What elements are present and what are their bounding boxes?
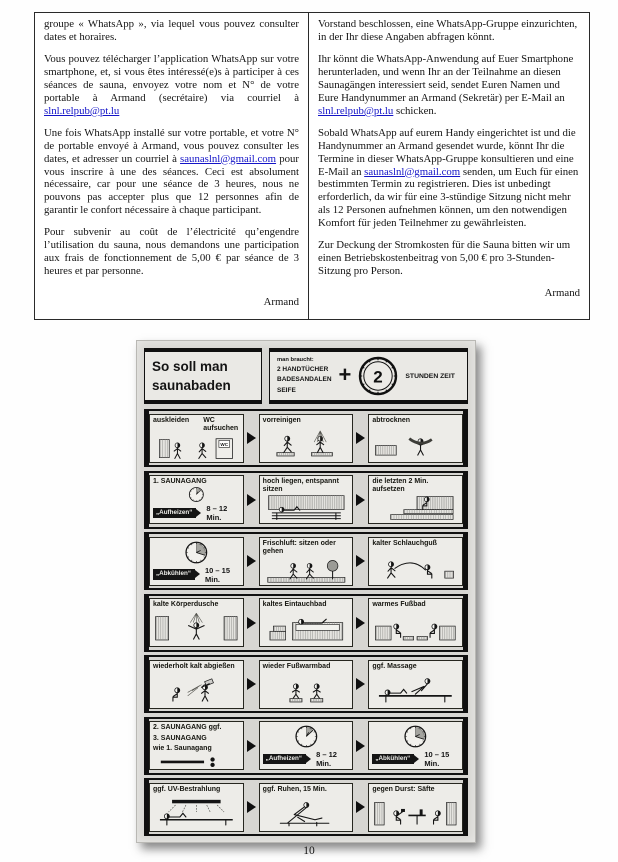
poster-panel bbox=[259, 414, 354, 463]
arrow-right-icon bbox=[356, 494, 365, 506]
poster-row bbox=[144, 717, 468, 775]
clock-illustration bbox=[372, 724, 459, 749]
page-number: 10 bbox=[303, 845, 315, 857]
signature: Armand bbox=[263, 296, 299, 309]
panel-label: ggf. Massage bbox=[372, 662, 417, 670]
email-link[interactable]: saunaslnl@gmail.com bbox=[364, 165, 461, 178]
panel-separator bbox=[244, 719, 259, 773]
email-link[interactable]: slnl.relpub@pt.lu bbox=[318, 104, 394, 117]
duration-label: 10 – 15 Min. bbox=[204, 565, 231, 584]
arrow-right-icon bbox=[247, 432, 256, 444]
poster-panel bbox=[368, 537, 463, 586]
panel-label: hoch liegen, entspannt sitzen bbox=[262, 478, 339, 494]
bodyshower-illustration bbox=[153, 609, 240, 645]
french-column bbox=[35, 13, 308, 319]
panel-separator bbox=[353, 534, 368, 588]
clock-illustration bbox=[263, 724, 350, 749]
poster-row bbox=[144, 778, 468, 836]
supplies-time-label: STUNDEN ZEIT bbox=[405, 372, 455, 380]
row-edge-bar bbox=[463, 534, 468, 588]
panel-illustration bbox=[372, 794, 459, 830]
poster-row bbox=[144, 594, 468, 652]
panel-illustration bbox=[372, 671, 459, 707]
poster-panel bbox=[259, 475, 354, 524]
clock-number: 2 bbox=[373, 367, 384, 387]
panel-label: wie 1. Saunagang bbox=[153, 745, 212, 753]
panel-illustration bbox=[263, 609, 350, 645]
row-edge-bar bbox=[463, 719, 468, 773]
panel-label: Frischluft: sitzen oder gehen bbox=[262, 539, 336, 555]
drink-illustration bbox=[372, 794, 459, 830]
panel-illustration bbox=[372, 494, 459, 522]
email-link[interactable]: slnl.relpub@pt.lu bbox=[44, 104, 120, 117]
arrow-right-icon bbox=[356, 740, 365, 752]
arrow-right-icon bbox=[247, 801, 256, 813]
footbath2-illustration bbox=[263, 671, 350, 707]
paragraph bbox=[44, 18, 299, 44]
panel-labels bbox=[372, 663, 459, 671]
panel-labels bbox=[153, 417, 240, 433]
poster-panel bbox=[368, 475, 463, 524]
panel-illustration bbox=[153, 486, 240, 503]
panel-label: 3. SAUNAGANG bbox=[153, 734, 207, 742]
panel-labels bbox=[372, 601, 459, 609]
poster-panel bbox=[149, 475, 244, 524]
text-segment: Ihr könnt die WhatsApp-Anwendung auf Euer Smartphone herunterladen, und wenn Ihr an der Teilnahme an diesen Saunagängen interessiert seid, sendet Euren Namen und Eure Handynummer an Armand (Sekretär) per E-Mail an bbox=[318, 52, 574, 104]
row-edge-bar bbox=[463, 596, 468, 650]
panel-label: wieder Fußwarmbad bbox=[262, 662, 331, 670]
poster-panel bbox=[149, 598, 244, 647]
situp-illustration bbox=[372, 494, 459, 522]
massage-illustration bbox=[372, 671, 459, 707]
panel-label: kalte Körperdusche bbox=[153, 601, 219, 608]
clock-icon bbox=[358, 356, 398, 396]
duration-label: 8 – 12 Min. bbox=[206, 504, 228, 522]
poster-panel bbox=[259, 598, 354, 647]
poster-panel bbox=[368, 721, 463, 770]
text-segment: Une fois WhatsApp installé sur votre portable, et votre N° de portable envoyé à Armand, vous pouvez consulter les dates, et adresser un courriel à bbox=[44, 126, 299, 165]
poster-row bbox=[144, 409, 468, 467]
poster-panel bbox=[259, 783, 354, 832]
panel-label: warmes Fußbad bbox=[372, 601, 426, 608]
panel-label: abtrocknen bbox=[372, 416, 411, 424]
panel-illustration bbox=[372, 724, 459, 749]
poster-row bbox=[144, 471, 468, 529]
panel-label: vorreinigen bbox=[262, 416, 301, 424]
poster-panel bbox=[149, 660, 244, 709]
panel-labels bbox=[153, 786, 240, 794]
poster-title bbox=[144, 348, 262, 404]
pour-illustration bbox=[153, 671, 240, 707]
panel-separator bbox=[244, 596, 259, 650]
arrow-right-icon bbox=[247, 740, 256, 752]
notice-columns bbox=[34, 12, 590, 320]
lying-illustration bbox=[263, 494, 350, 522]
panel-labels bbox=[153, 724, 240, 756]
flag-label: „Abkühlen“ bbox=[153, 569, 195, 579]
undress-illustration bbox=[153, 433, 240, 461]
panel-labels bbox=[372, 540, 459, 548]
text-segment: senden, um Euch für einen bestimmten Termin zu registrieren. Dies ist unbedingt erforderlich, da wir für eine 3-stündige Sitzung nicht mehr als 12 Personen aufnehmen können, um den notwendigen Komfort für jeden Teilnehmer zu gewährleisten. bbox=[318, 165, 579, 230]
towel-illustration bbox=[372, 425, 459, 461]
panel-separator bbox=[353, 473, 368, 527]
panel-label: gegen Durst: Säfte bbox=[372, 785, 435, 793]
poster-panel bbox=[368, 414, 463, 463]
paragraph bbox=[44, 53, 299, 118]
panel-labels bbox=[263, 601, 350, 609]
poster-panel bbox=[149, 783, 244, 832]
panel-separator bbox=[244, 473, 259, 527]
panel-separator bbox=[244, 657, 259, 711]
poster-supplies bbox=[269, 348, 468, 404]
supplies-item: 2 HANDTÜCHER bbox=[277, 366, 329, 374]
paragraph bbox=[318, 127, 580, 231]
footbath-illustration bbox=[372, 609, 459, 645]
text-segment: Vous pouvez télécharger l’application WhatsApp sur votre smartphone, et, si vous êtes intéressé(e)s à participer à ces séances de sauna, envoyez votre nom et N° de votre portable à Armand (secrétaire) via courriel à bbox=[44, 52, 299, 104]
poster-panel bbox=[259, 721, 354, 770]
duration-label: 8 – 12 Min. bbox=[316, 750, 337, 768]
panel-separator bbox=[353, 411, 368, 465]
panel-labels bbox=[263, 540, 350, 556]
panel-labels bbox=[263, 663, 350, 671]
panel-illustration bbox=[263, 425, 350, 461]
panel-labels bbox=[153, 663, 240, 671]
panel-labels bbox=[153, 478, 240, 486]
panel-labels bbox=[153, 601, 240, 609]
poster-panel bbox=[259, 660, 354, 709]
panel-separator bbox=[353, 596, 368, 650]
panel-illustration bbox=[263, 724, 350, 749]
wc-sign: WC bbox=[220, 441, 229, 447]
panel-footer bbox=[372, 750, 459, 768]
signature: Armand bbox=[544, 287, 580, 300]
freshair-illustration bbox=[263, 556, 350, 584]
panel-label: die letzten 2 Min. aufsetzen bbox=[372, 478, 429, 494]
arrow-right-icon bbox=[356, 432, 365, 444]
arrow-right-icon bbox=[356, 555, 365, 567]
paragraph bbox=[318, 18, 580, 44]
panel-labels bbox=[372, 417, 459, 425]
panel-label: WC aufsuchen bbox=[203, 416, 239, 432]
poster-panel bbox=[368, 598, 463, 647]
panel-illustration bbox=[263, 671, 350, 707]
arrow-right-icon bbox=[247, 678, 256, 690]
poster-panel bbox=[368, 660, 463, 709]
arrow-right-icon bbox=[247, 555, 256, 567]
panel-label: 2. SAUNAGANG ggf. bbox=[153, 724, 222, 731]
text-segment: schicken. bbox=[393, 104, 437, 117]
panel-footer bbox=[263, 750, 350, 768]
text-segment: Zur Deckung der Stromkosten für die Sauna bitten wir um einen Betriebskostenbeitrag von 5,00 € pro 3-Stunden-Sitzung pro Person. bbox=[318, 239, 571, 278]
flag-label: „Aufheizen“ bbox=[153, 508, 196, 518]
panel-label: 1. SAUNAGANG bbox=[153, 478, 207, 485]
plus-sign: + bbox=[338, 361, 352, 387]
text-segment: pour vous inscrire à une des séances. Ceci est absolument nécessaire, car pour une séance de 3 heures, nous ne pouvons pas accepter plus que 12 personnes afin de garantir le confort nécessaire à chaque participant. bbox=[44, 152, 299, 217]
duration-label: 10 – 15 Min. bbox=[424, 750, 450, 768]
hose-illustration bbox=[372, 548, 459, 584]
clock-illustration bbox=[153, 540, 240, 565]
panel-label: kaltes Eintauchbad bbox=[262, 601, 327, 608]
panel-illustration bbox=[153, 609, 240, 645]
panel-labels bbox=[263, 478, 350, 494]
paragraph bbox=[318, 239, 580, 278]
clock-illustration bbox=[153, 486, 240, 503]
text-segment: Vorstand beschlossen, eine WhatsApp-Gruppe einzurichten, in der Ihr diese Angaben abfragen könnt. bbox=[318, 18, 578, 43]
poster-row bbox=[144, 532, 468, 590]
supplies-item: BADESANDALEN bbox=[277, 376, 332, 384]
arrow-right-icon bbox=[356, 801, 365, 813]
row-edge-bar bbox=[463, 780, 468, 834]
panel-labels bbox=[372, 478, 459, 494]
panel-separator bbox=[353, 657, 368, 711]
text-segment: groupe « WhatsApp », via lequel vous pouvez consulter dates et horaires. bbox=[44, 18, 299, 43]
panel-illustration bbox=[153, 756, 240, 768]
preclean-illustration bbox=[263, 425, 350, 461]
supplies-intro: man braucht: bbox=[277, 357, 314, 364]
panel-separator bbox=[353, 780, 368, 834]
panel-illustration bbox=[263, 794, 350, 830]
supplies-list bbox=[277, 356, 332, 395]
panel-illustration bbox=[263, 556, 350, 584]
panel-labels bbox=[372, 786, 459, 794]
poster-rows bbox=[144, 409, 468, 836]
panel-separator bbox=[244, 534, 259, 588]
text-segment: Sobald WhatsApp auf eurem Handy eingerichtet ist und die Handynummer an Armand gesendet wurde, könnt Ihr die Termine in dieser WhatsApp-Gruppe konsultieren und eine E-Mail an bbox=[318, 126, 576, 178]
row-edge-bar bbox=[463, 473, 468, 527]
panel-illustration bbox=[372, 548, 459, 584]
poster-header bbox=[144, 348, 468, 404]
plunge-illustration bbox=[263, 609, 350, 645]
panel-footer bbox=[153, 504, 240, 522]
flag-label: „Aufheizen“ bbox=[263, 754, 306, 764]
repeat-illustration bbox=[153, 756, 240, 768]
row-edge-bar bbox=[463, 411, 468, 465]
panel-label: ggf. UV-Bestrahlung bbox=[153, 785, 221, 793]
panel-illustration bbox=[372, 609, 459, 645]
poster-panel bbox=[149, 414, 244, 463]
sauna-poster bbox=[136, 340, 476, 843]
poster-panel bbox=[149, 721, 244, 770]
panel-separator bbox=[244, 780, 259, 834]
rest-illustration bbox=[263, 794, 350, 830]
panel-separator bbox=[353, 719, 368, 773]
panel-label: ggf. Ruhen, 15 Min. bbox=[262, 785, 327, 793]
poster-panel bbox=[368, 783, 463, 832]
paragraph bbox=[44, 127, 299, 218]
panel-separator bbox=[244, 411, 259, 465]
panel-illustration bbox=[263, 494, 350, 522]
arrow-right-icon bbox=[247, 494, 256, 506]
panel-label: wiederholt kalt abgießen bbox=[153, 662, 235, 670]
poster-row bbox=[144, 655, 468, 713]
supplies-item: SEIFE bbox=[277, 386, 296, 394]
email-link[interactable]: saunaslnl@gmail.com bbox=[180, 152, 277, 165]
panel-labels bbox=[263, 417, 350, 425]
panel-illustration bbox=[153, 540, 240, 565]
paragraph bbox=[44, 226, 299, 278]
poster-title-line2: saunabaden bbox=[152, 378, 231, 394]
arrow-right-icon bbox=[356, 678, 365, 690]
row-edge-bar bbox=[463, 657, 468, 711]
paragraph bbox=[318, 53, 580, 118]
panel-footer bbox=[153, 566, 240, 584]
panel-label: auskleiden bbox=[153, 416, 190, 424]
arrow-right-icon bbox=[247, 617, 256, 629]
poster-panel bbox=[149, 537, 244, 586]
panel-illustration bbox=[153, 671, 240, 707]
poster-panel bbox=[259, 537, 354, 586]
poster-title-line1: So soll man bbox=[152, 358, 228, 374]
panel-labels bbox=[263, 786, 350, 794]
arrow-right-icon bbox=[356, 617, 365, 629]
flag-label: „Abkühlen“ bbox=[372, 754, 414, 764]
german-column bbox=[308, 13, 589, 319]
panel-illustration bbox=[153, 794, 240, 830]
panel-illustration bbox=[372, 425, 459, 461]
uv-illustration bbox=[153, 794, 240, 830]
panel-label: kalter Schlauchguß bbox=[372, 539, 437, 547]
panel-illustration bbox=[153, 433, 240, 461]
text-segment: Pour subvenir au coût de l’électricité qu’engendre l’utilisation du sauna, nous demandons une participation aux frais de fonctionnement de 5,00 € par séance de 3 heures et par personne. bbox=[44, 226, 299, 278]
